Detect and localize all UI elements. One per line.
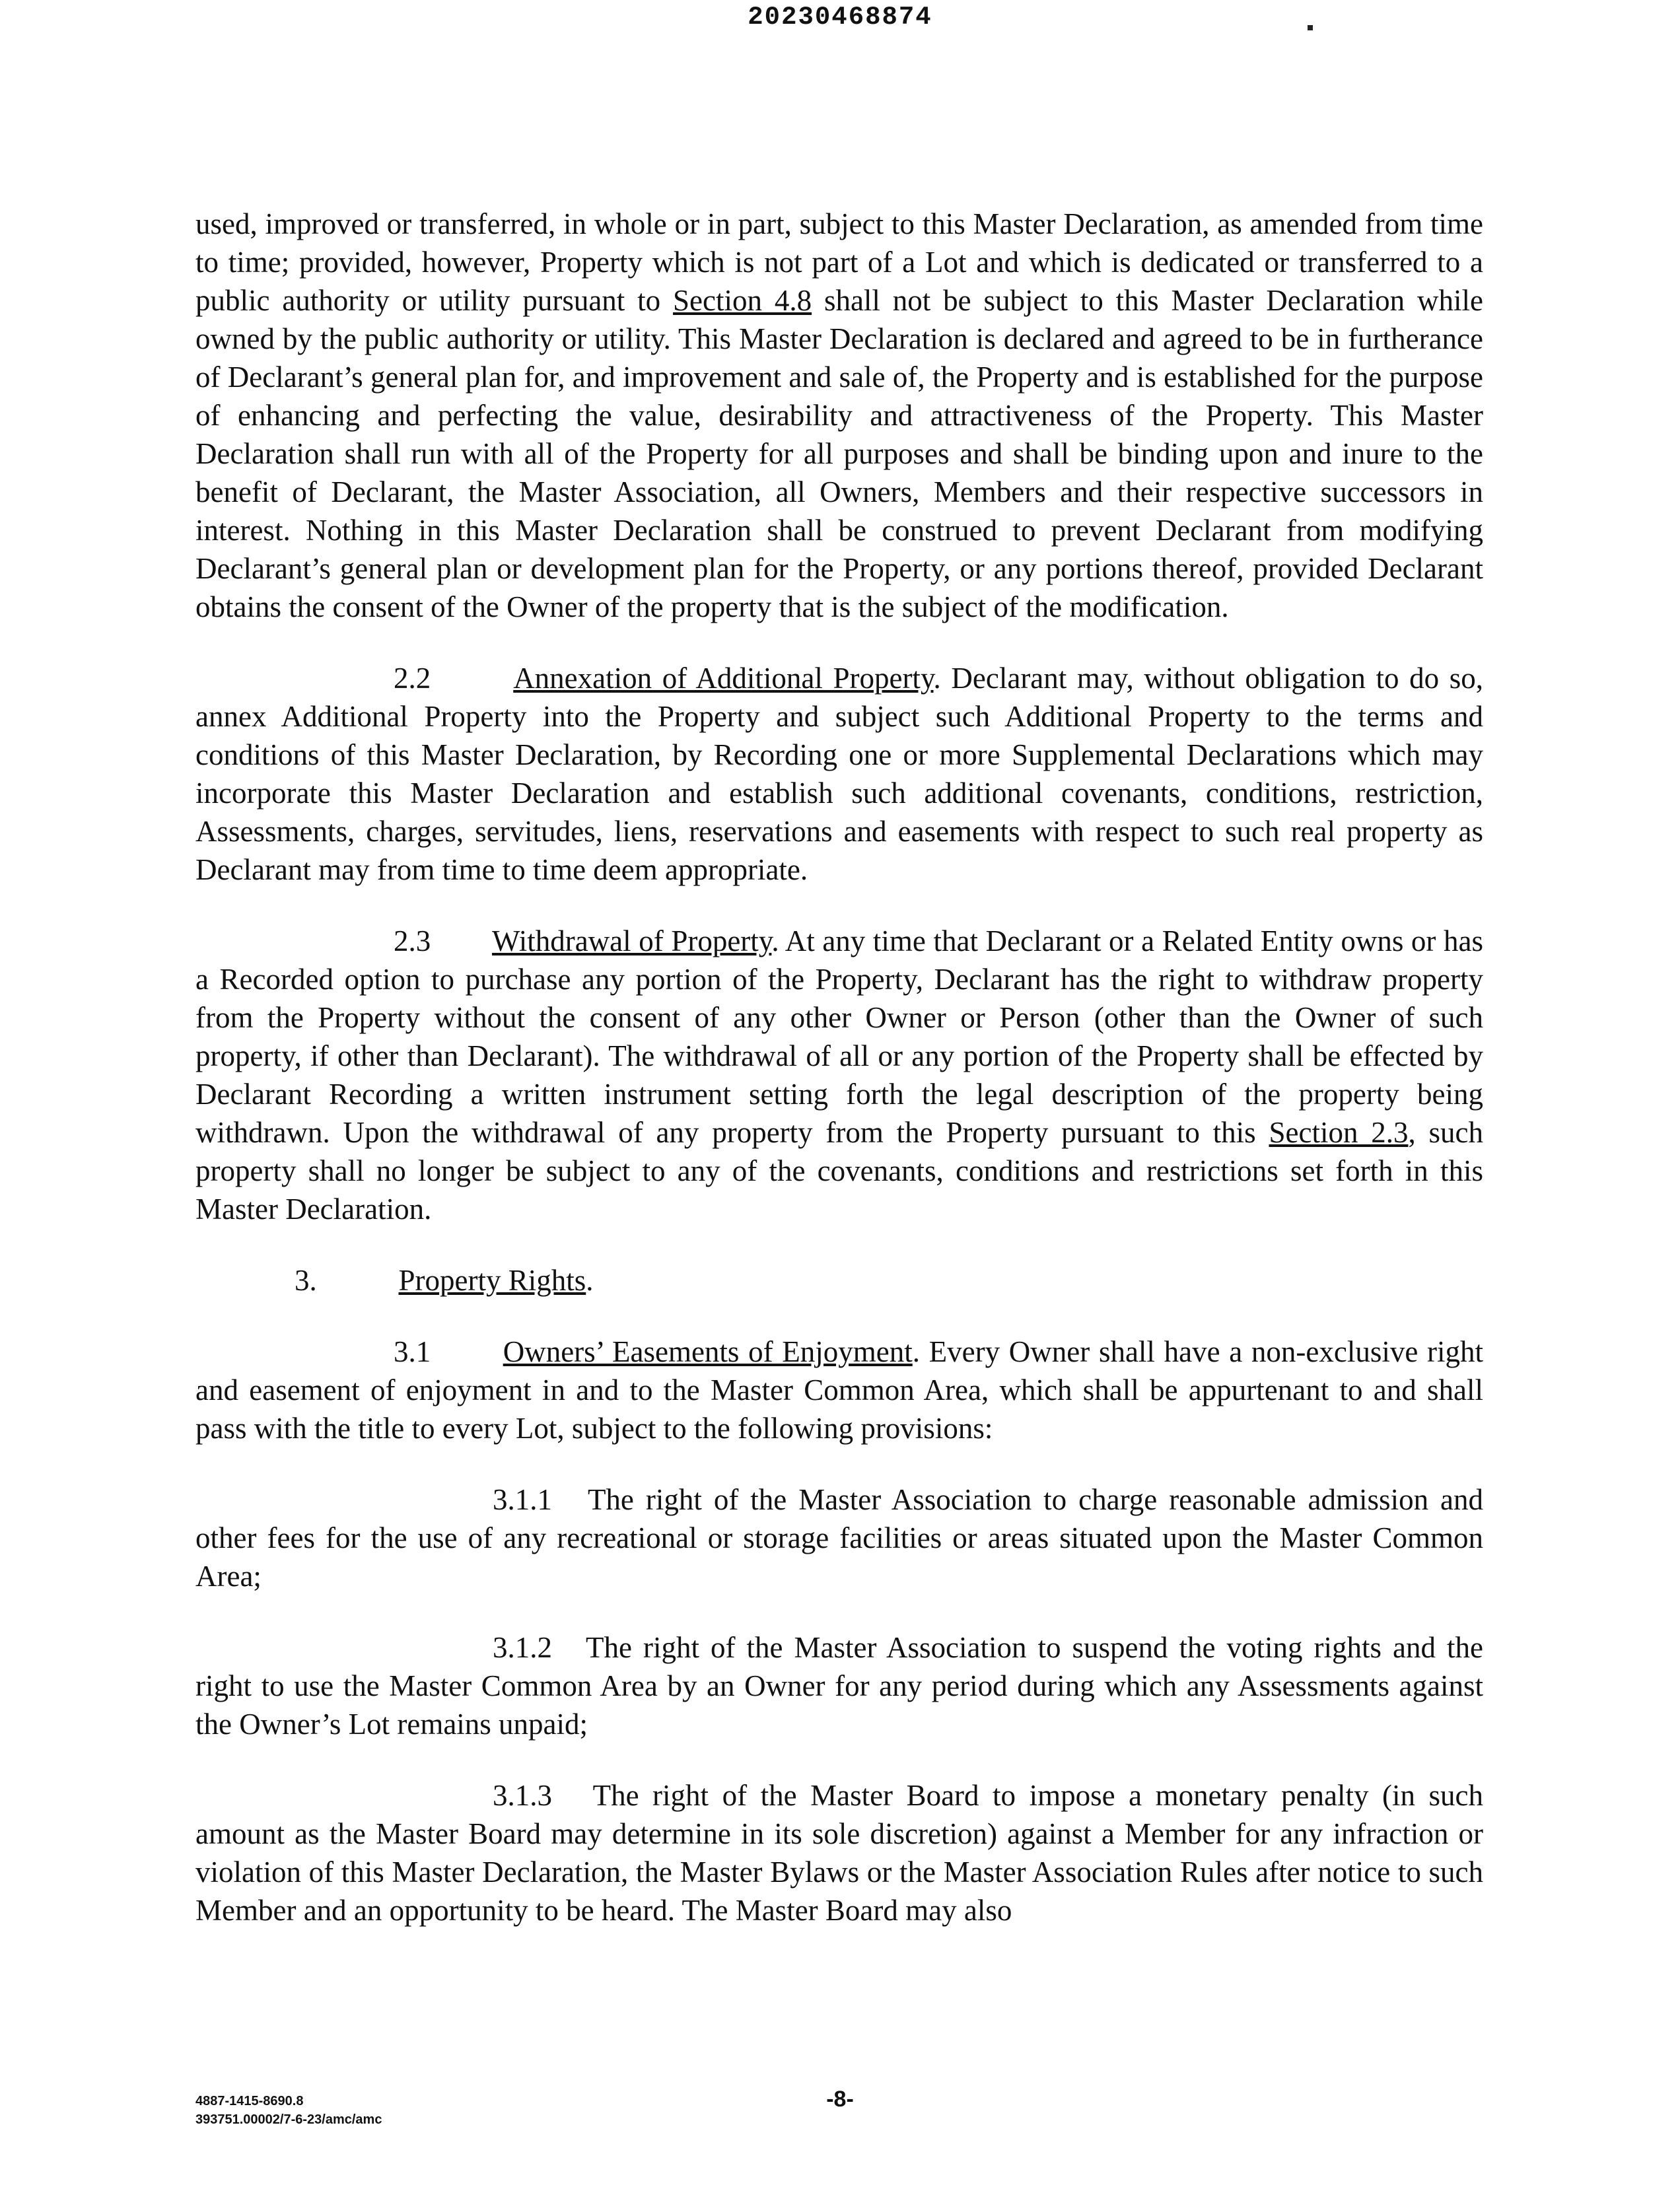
section-text: . Declarant may, without obligation to do so, annex Additional Property into the Property and subject such Additional Property to the terms and conditions of this Master Declaration, by Recording one or more Supplemental Declarations which may incorporate this Master Declaration and establish such additional covenants, conditions, restriction, Assessments, charges, servitudes, liens, reservations and easements with respect to such real property as Declarant may from time to time deem appropriate. [195, 662, 1484, 886]
section-number: 3.1.1 [493, 1483, 552, 1516]
paragraph-continuation [195, 205, 1483, 626]
footer-id-line: 393751.00002/7-6-23/amc/amc [195, 2112, 382, 2127]
section-number: 2.3 [394, 924, 431, 957]
page-number: -8- [826, 2087, 854, 2112]
section-number: 2.2 [394, 662, 431, 695]
section-title: Property Rights [398, 1264, 586, 1297]
document-number-header: 20230468874 [748, 3, 932, 32]
section-reference-link: Section 4.8 [673, 284, 812, 317]
section-number: 3.1.3 [493, 1779, 552, 1812]
scan-mark [1308, 25, 1313, 30]
section-3-1-2 [195, 1628, 1483, 1743]
section-period: . [586, 1264, 594, 1297]
section-3-1-1 [195, 1480, 1483, 1595]
paragraph-text: shall not be subject to this Master Declaration while owned by the public authority or utility. This Master Declaration is declared and agreed to be in furtherance of Declarant’s general plan for, and improvement and sale of, the Property and is established for the purpose of enhancing and perfecting the value, desirability and attractiveness of the Property. This Master Declaration shall run with all of the Property for all purposes and shall be binding upon and inure to the benefit of Declarant, the Master Association, all Owners, Members and their respective successors in interest. Nothing in this Master Declaration shall be construed to prevent Declarant from modifying Declarant’s general plan or development plan for the Property, or any portions thereof, provided Declarant obtains the consent of the Owner of the property that is the subject of the modification. [195, 284, 1483, 623]
section-title: Withdrawal of Property [492, 924, 772, 957]
section-2-2 [195, 659, 1483, 889]
section-3-heading [295, 1261, 1483, 1300]
section-text: . At any time that Declarant or a Related Entity owns or has a Recorded option to purchase any portion of the Property, Declarant has the right to withdraw property from the Property without the consent of any other Owner or Person (other than the Owner of such property, if other than Declarant). The withdrawal of all or any portion of the Property shall be effected by Declarant Recording a written instrument setting forth the legal description of the property being withdrawn. Upon the withdrawal of any property from the Property pursuant to this [195, 924, 1483, 1149]
paragraph-text: used, improved or transferred, in whole or in part, subject to this Master Declaration, as amended from time to time; provided, however, Property which is not part of a Lot and which is dedicated or transferred to a public authority or utility pursuant to [195, 207, 1483, 317]
section-text: The right of the Master Board to impose a monetary penalty (in such amount as the Master Board may determine in its sole discretion) against a Member for any infraction or violation of this Master Declaration, the Master Bylaws or the Master Association Rules after notice to such Member and an opportunity to be heard. The Master Board may also [195, 1779, 1484, 1927]
section-3-1-3 [195, 1776, 1483, 1929]
section-reference-link: Section 2.3 [1269, 1116, 1409, 1149]
section-2-3 [195, 922, 1483, 1228]
section-title: Annexation of Additional Property [513, 662, 934, 695]
section-3-1 [195, 1333, 1483, 1447]
section-text: . Every Owner shall have a non-exclusive right and easement of enjoyment in and to the Master Common Area, which shall be appurtenant to and shall pass with the title to every Lot, subject to the following provisions: [195, 1335, 1483, 1445]
section-number: 3. [295, 1264, 317, 1297]
section-text: , such property shall no longer be subject to any of the covenants, conditions and restrictions set forth in this Master Declaration. [195, 1116, 1483, 1226]
section-title: Owners’ Easements of Enjoyment [503, 1335, 913, 1368]
document-body [195, 205, 1483, 1962]
section-text: The right of the Master Association to charge reasonable admission and other fees for the use of any recreational or storage facilities or areas situated upon the Master Common Area; [195, 1483, 1484, 1593]
section-text: The right of the Master Association to suspend the voting rights and the right to use the Master Common Area by an Owner for any period during which any Assessments against the Owner’s Lot remains unpaid; [195, 1631, 1484, 1741]
section-number: 3.1.2 [493, 1631, 552, 1664]
section-number: 3.1 [394, 1335, 431, 1368]
footer-id-line: 4887-1415-8690.8 [195, 2094, 304, 2108]
